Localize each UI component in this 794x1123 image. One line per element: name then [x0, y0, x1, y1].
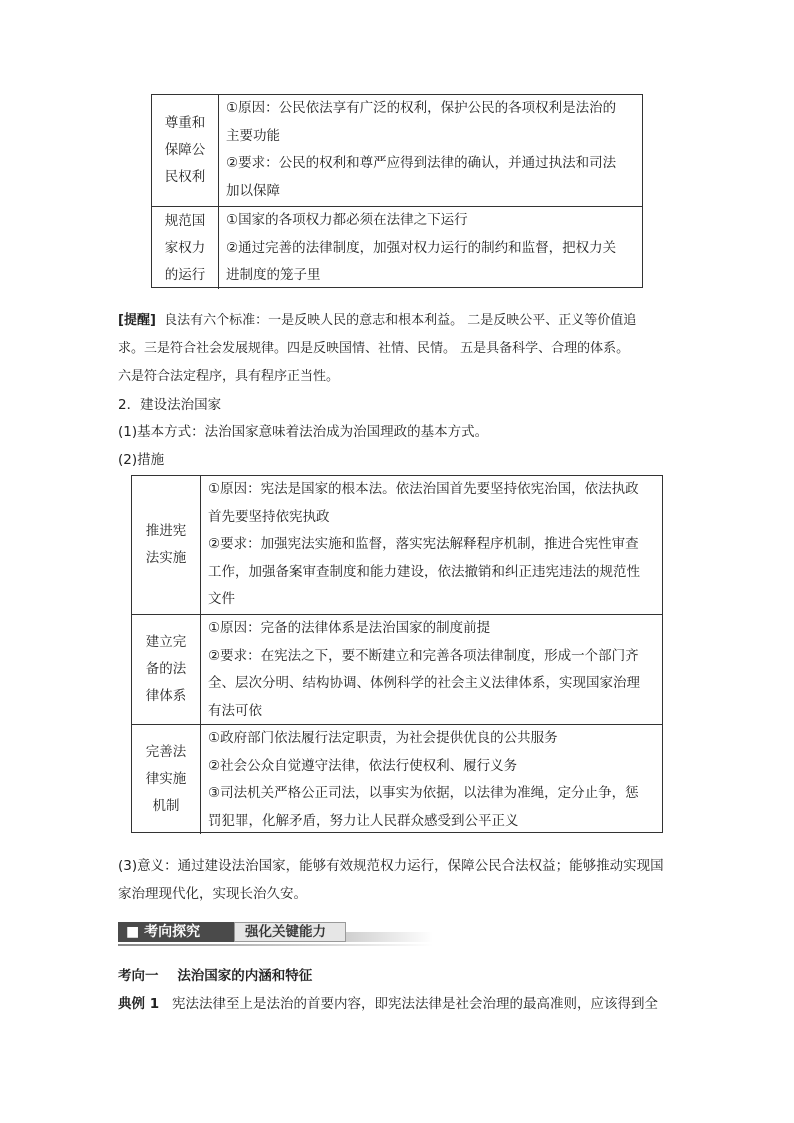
row-label	[132, 615, 201, 724]
row-label	[152, 95, 219, 206]
tip-line	[118, 307, 683, 335]
content-line: 有法可依	[208, 702, 262, 719]
content-line: ②通过完善的法律制度，加强对权力运行的制约和监督，把权力关	[226, 239, 617, 256]
table-measures	[131, 475, 663, 833]
row-content	[201, 725, 662, 834]
basic-method: (1)基本方式：法治国家意味着法治成为治国理政的基本方式。	[118, 424, 489, 440]
banner-fade	[346, 932, 433, 942]
banner-underline	[118, 944, 433, 946]
table-row	[132, 476, 662, 614]
content-line: ②社会公众自觉遵守法律，依法行使权利、履行义务	[208, 757, 518, 774]
label-line: 规范国	[164, 212, 206, 229]
content-line: ②要求：公民的权利和尊严应得到法律的确认，并通过执法和司法	[226, 155, 617, 171]
row-label	[152, 207, 219, 289]
tip-tag: [提醒]	[118, 313, 156, 328]
direction-title: 法治国家的内涵和特征	[177, 968, 313, 984]
row-content	[201, 476, 662, 614]
label-line: 家权力	[164, 239, 206, 256]
label-line: 推进宪	[145, 523, 187, 539]
content-line: 罚犯罪，化解矛盾，努力让人民群众感受到公平正义	[208, 812, 519, 829]
content-line: 首先要坚持依宪执政	[208, 508, 330, 525]
table-rights-power	[151, 94, 643, 288]
section-heading: 2．建设法治国家	[118, 397, 222, 413]
label-line: 法实施	[145, 550, 187, 566]
content-line: 工作，加强备案审查制度和能力建设，依法撤销和纠正违宪违法的规范性	[208, 563, 640, 580]
tip-line: 求。三是符合社会发展规律。四是反映国情、社情、民情。 五是具备科学、合理的体系。	[118, 341, 630, 356]
table-row	[152, 206, 642, 289]
example-text: 宪法法律至上是法治的首要内容，即宪法法律是社会治理的最高准则，应该得到全	[171, 996, 658, 1012]
label-line: 保障公	[164, 142, 206, 158]
content-line: ③司法机关严格公正司法，以事实为依据，以法律为准绳，定分止争，惩	[208, 785, 639, 801]
content-line: ①国家的各项权力都必须在法律之下运行	[226, 212, 468, 228]
example-label: 典例 1	[118, 996, 160, 1012]
content-line: 加以保障	[226, 182, 280, 199]
label-line: 律实施	[145, 771, 187, 787]
banner-title-block	[118, 922, 234, 942]
row-content	[201, 615, 662, 724]
label-line: 备的法	[145, 661, 187, 677]
content-line: ①原因：完备的法律体系是法治国家的制度前提	[208, 620, 491, 636]
square-icon: ■	[126, 924, 140, 940]
example-line	[118, 990, 658, 1018]
measures-heading: (2)措施	[118, 452, 165, 468]
content-line: 全、层次分明、结构协调、体例科学的社会主义法律体系，实现国家治理	[208, 675, 640, 691]
label-line: 建立完	[145, 634, 187, 650]
table-row	[132, 614, 662, 724]
content-line: ②要求：加强宪法实施和监督，落实宪法解释程序机制，推进合宪性审查	[208, 536, 639, 552]
table-row	[132, 724, 662, 834]
content-line: ②要求：在宪法之下，要不断建立和完善各项法律制度，形成一个部门齐	[208, 647, 639, 664]
section-banner	[118, 920, 433, 946]
tip-text: 良法有六个标准：一是反映人民的意志和根本利益。 二是反映公平、正义等价值追	[164, 313, 637, 328]
row-label	[132, 476, 201, 614]
content-line: 进制度的笼子里	[226, 267, 321, 283]
content-line: ①政府部门依法履行法定职责，为社会提供优良的公共服务	[208, 730, 558, 746]
tip-line: 六是符合法定程序，具有程序正当性。	[118, 369, 340, 384]
row-label	[132, 725, 201, 834]
significance-line: (3)意义：通过建设法治国家，能够有效规范权力运行，保障公民合法权益；能够推动实现国	[118, 858, 664, 874]
row-content	[219, 95, 642, 206]
label-line: 律体系	[145, 688, 187, 704]
significance-line: 家治理现代化，实现长治久安。	[118, 886, 307, 902]
direction-heading	[118, 962, 312, 990]
label-line: 的运行	[164, 266, 206, 283]
label-line: 尊重和	[164, 115, 206, 131]
banner-subtitle: 强化关键能力	[234, 922, 346, 942]
content-line: 主要功能	[226, 127, 280, 144]
tip-note	[118, 307, 683, 391]
content-line: ①原因：宪法是国家的根本法。依法治国首先要坚持依宪治国，依法执政	[208, 481, 639, 497]
content-line: 文件	[208, 591, 235, 607]
content-line: ①原因：公民依法享有广泛的权利，保护公民的各项权利是法治的	[226, 100, 617, 116]
label-line: 机制	[152, 798, 180, 814]
label-line: 完善法	[145, 744, 187, 760]
label-line: 民权利	[164, 169, 206, 185]
direction-label: 考向一	[118, 968, 159, 984]
table-row	[152, 95, 642, 206]
row-content	[219, 207, 642, 289]
banner-title: 考向探究	[144, 924, 201, 940]
